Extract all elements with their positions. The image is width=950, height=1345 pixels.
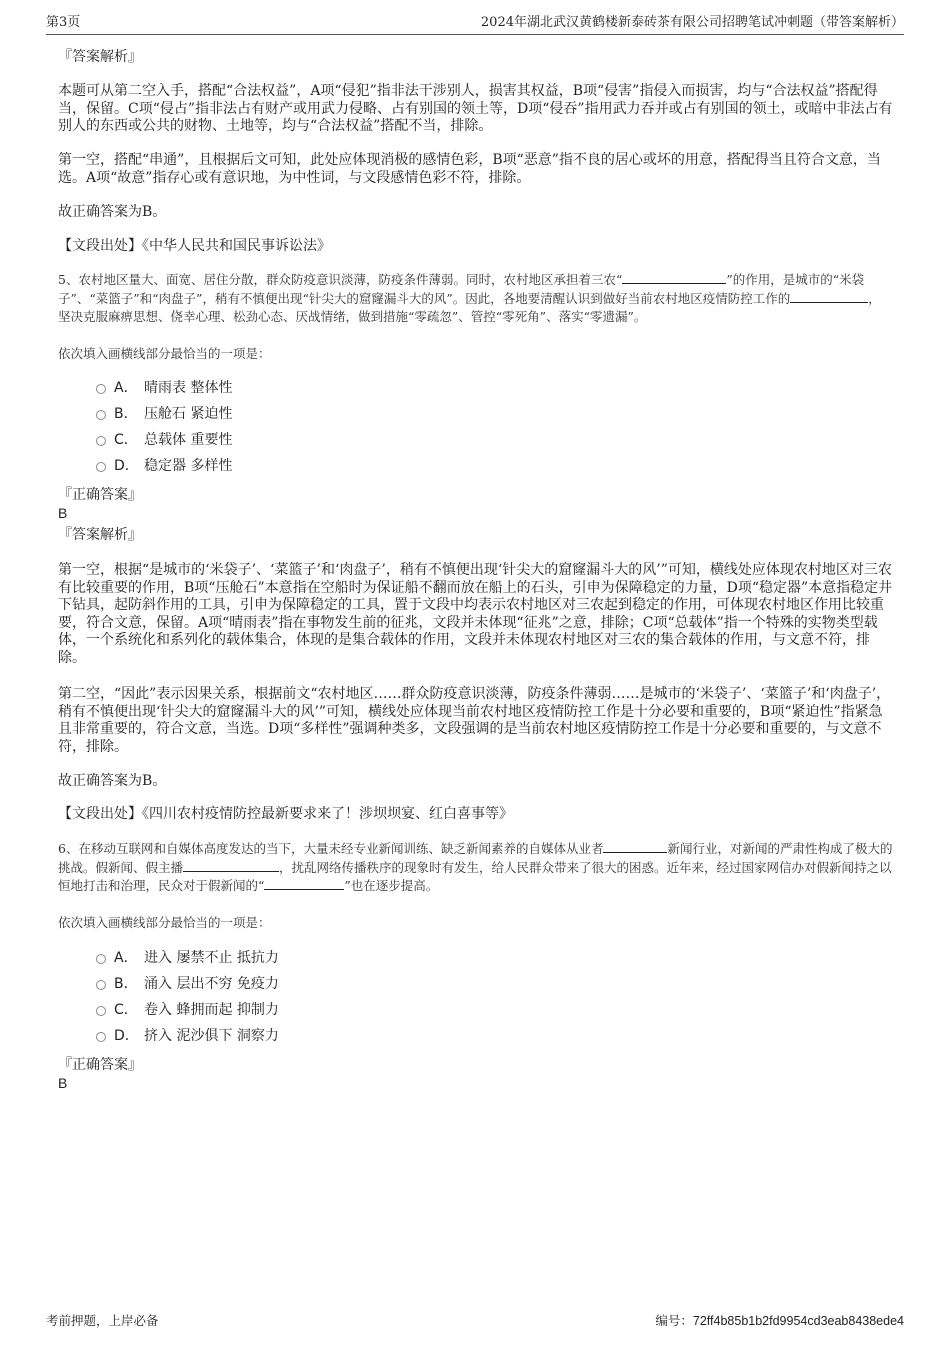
q4-analysis-p2: 第一空，搭配“串通”，且根据后文可知，此处应体现消极的感情色彩，B项“恶意”指不良的居心或坏的用意，搭配得当且符合文意，当选。A项“故意”指存心或有意识地，为中性词，与文段感情色彩不符，排除。	[58, 152, 881, 186]
q5-stem	[58, 271, 893, 327]
q5-option-c[interactable]	[96, 430, 232, 452]
radio-icon[interactable]	[96, 384, 106, 394]
q5-option-c-text: 总载体 重要性	[144, 432, 233, 448]
q5-stem-part-c: ，坚决克服麻痹思想、侥幸心理、松劲心态、厌战情绪，做到措施“零疏忽”、管控“零死角”、落实“零遗漏”。	[58, 290, 881, 324]
q6-option-a[interactable]	[96, 948, 279, 970]
q6-option-a-letter: A．	[114, 950, 138, 966]
page-number: 第3页	[46, 15, 81, 30]
q6-option-b-text: 涌入 层出不穷 免疫力	[144, 976, 279, 992]
q4-analysis-p2-block	[58, 152, 893, 187]
q4-conclusion: 故正确答案为B。	[58, 204, 167, 220]
q5-option-c-letter: C．	[114, 432, 138, 448]
q5-blank-1	[622, 271, 726, 284]
q5-option-a[interactable]	[96, 378, 232, 400]
radio-icon[interactable]	[96, 462, 106, 472]
q5-option-b[interactable]	[96, 404, 232, 426]
radio-icon[interactable]	[96, 436, 106, 446]
q5-analysis-label-block	[58, 526, 893, 544]
q6-option-c[interactable]	[96, 1000, 279, 1022]
q5-stem-part-b: ”的作用，是城市的“米袋子”、“菜篮子”和“肉盘子”，稍有不慎便出现“针尖大的窟窿漏斗大的风”。因此，各地要清醒认识到做好当前农村地区疫情防控工作的	[58, 272, 865, 306]
q5-stem-block	[58, 271, 893, 327]
q5-analysis-label: 『答案解析』	[58, 527, 142, 543]
q5-conclusion: 故正确答案为B。	[58, 773, 167, 789]
q5-option-b-text: 压舱石 紧迫性	[144, 406, 233, 422]
q5-analysis-p2-block	[58, 686, 893, 756]
q6-stem	[58, 840, 893, 896]
q6-stem-part-a: 6、在移动互联网和自媒体高度发达的当下，大量未经专业新闻训练、缺乏新闻素养的自媒体从业者	[58, 841, 604, 856]
radio-icon[interactable]	[96, 1006, 106, 1016]
footer-slogan: 考前押题，上岸必备	[46, 1313, 159, 1328]
page-header	[46, 14, 904, 35]
q4-conclusion-block	[58, 204, 893, 222]
q5-option-d[interactable]	[96, 456, 232, 478]
q5-option-d-letter: D．	[114, 458, 139, 474]
q6-prompt-block	[58, 914, 893, 933]
q6-stem-part-d: ”也在逐步提高。	[344, 878, 439, 893]
q4-source: 【文段出处】《中华人民共和国民事诉讼法》	[58, 238, 331, 254]
radio-icon[interactable]	[96, 954, 106, 964]
footer-code-label: 编号：	[655, 1313, 693, 1328]
q6-blank-1	[603, 840, 667, 853]
q5-option-a-text: 晴雨表 整体性	[144, 380, 233, 396]
footer-code	[655, 1312, 904, 1330]
q4-analysis-p1: 本题可从第二空入手，搭配“合法权益”，A项“侵犯”指非法干涉别人，损害其权益，B项“侵害”指侵入而损害，均与“合法权益”搭配得当，保留。C项“侵占”指非法占有财产或用武力侵略、占有别国的领土等，D项“侵吞”指用武力吞并或占有别国的领土，或暗中非法占有别人的东西或公共的财物、土地等，均与“合法权益”搭配不当，排除。	[58, 83, 893, 134]
radio-icon[interactable]	[96, 980, 106, 990]
q5-answer-block	[58, 504, 893, 522]
footer-code-value: 72ff4b85b1b2fd9954cd3eab8438ede4	[692, 1314, 904, 1328]
q4-analysis-label-block	[58, 48, 893, 66]
q6-prompt: 依次填入画横线部分最恰当的一项是：	[58, 915, 271, 930]
q5-option-a-letter: A．	[114, 380, 138, 396]
q6-blank-3	[264, 877, 344, 890]
radio-icon[interactable]	[96, 410, 106, 420]
q6-stem-block	[58, 840, 893, 896]
q4-source-block	[58, 238, 893, 256]
q6-option-b[interactable]	[96, 974, 279, 996]
q5-source-block	[58, 806, 893, 824]
q5-analysis-p1: 第一空，根据“是城市的‘米袋子’、‘菜篮子’和‘肉盘子’，稍有不慎便出现‘针尖大的窟窿漏斗大的风’”可知，横线处应体现农村地区对三农有比较重要的作用，B项“压舱石”本意指在空船时为保证船不翻而放在船上的石头，引申为保障稳定的力量，D项“稳定器”本意指稳定井下钻具，起防斜作用的工具，引申为保障稳定的工具，置于文段中均表示农村地区对三农起到稳定的作用，可体现农村地区作用比较重要，符合文意，保留。A项“晴雨表”指在事物发生前的征兆，文段并未体现“征兆”之意，排除；C项“总载体”指一个特殊的实物类型载体，一个系统化和系列化的载体集合，体现的是集合载体的作用，文段并未体现农村地区对三农的集合载体的作用，与文意不符，排除。	[58, 562, 893, 666]
q5-answer-label-block	[58, 486, 893, 504]
q5-conclusion-block	[58, 773, 893, 791]
q6-answer-block	[58, 1074, 893, 1092]
q6-option-d-letter: D．	[114, 1028, 139, 1044]
q5-analysis-p2: 第二空，“因此”表示因果关系，根据前文“农村地区……群众防疫意识淡薄，防疫条件薄弱……是城市的‘米袋子’、‘菜篮子’和‘肉盘子’，稍有不慎便出现‘针尖大的窟窿漏斗大的风’”可知，横线处应体现当前农村地区疫情防控工作是十分必要和重要的，B项“紧迫性”指紧急且非常重要的，符合文意，当选。D项“多样性”强调种类多，文段强调的是当前农村地区疫情防控工作是十分必要和重要的，与文意不符，排除。	[58, 686, 891, 755]
q5-option-d-text: 稳定器 多样性	[144, 458, 233, 474]
q5-answer-label: 『正确答案』	[58, 487, 142, 503]
q5-prompt: 依次填入画横线部分最恰当的一项是：	[58, 346, 271, 361]
radio-icon[interactable]	[96, 1032, 106, 1042]
q6-option-b-letter: B．	[114, 976, 138, 992]
q5-answer: B	[58, 505, 68, 521]
q5-analysis-p1-block	[58, 562, 893, 667]
q6-answer-label-block	[58, 1056, 893, 1074]
q5-prompt-block	[58, 345, 893, 364]
q6-blank-2	[183, 859, 279, 872]
q6-stem-part-b: 新闻行业，对新闻的严肃性构成了极大的挑战。假新闻、假主播	[58, 841, 893, 875]
q4-analysis-label: 『答案解析』	[58, 49, 142, 65]
q6-answer-label: 『正确答案』	[58, 1057, 142, 1073]
q6-option-d[interactable]	[96, 1026, 279, 1048]
q6-option-a-text: 进入 屡禁不止 抵抗力	[144, 950, 279, 966]
q6-answer: B	[58, 1075, 68, 1091]
q6-option-d-text: 挤入 泥沙俱下 洞察力	[144, 1028, 279, 1044]
q6-stem-part-c: ，扰乱网络传播秩序的现象时有发生，给人民群众带来了很大的困惑。近年来，经过国家网信办对假新闻持之以恒地打击和治理，民众对于假新闻的“	[58, 859, 892, 893]
q4-analysis-p1-block	[58, 83, 893, 136]
q5-option-b-letter: B．	[114, 406, 138, 422]
q6-option-c-letter: C．	[114, 1002, 138, 1018]
q6-option-c-text: 卷入 蜂拥而起 抑制力	[144, 1002, 279, 1018]
q5-stem-part-a: 5、农村地区量大、面宽、居住分散，群众防疫意识淡薄，防疫条件薄弱。同时，农村地区承担着三农“	[58, 272, 623, 287]
q5-source: 【文段出处】《四川农村疫情防控最新要求来了！涉坝坝宴、红白喜事等》	[58, 806, 513, 822]
document-title: 2024年湖北武汉黄鹤楼新泰砖茶有限公司招聘笔试冲刺题（带答案解析）	[480, 15, 904, 30]
q5-blank-2	[790, 290, 868, 303]
